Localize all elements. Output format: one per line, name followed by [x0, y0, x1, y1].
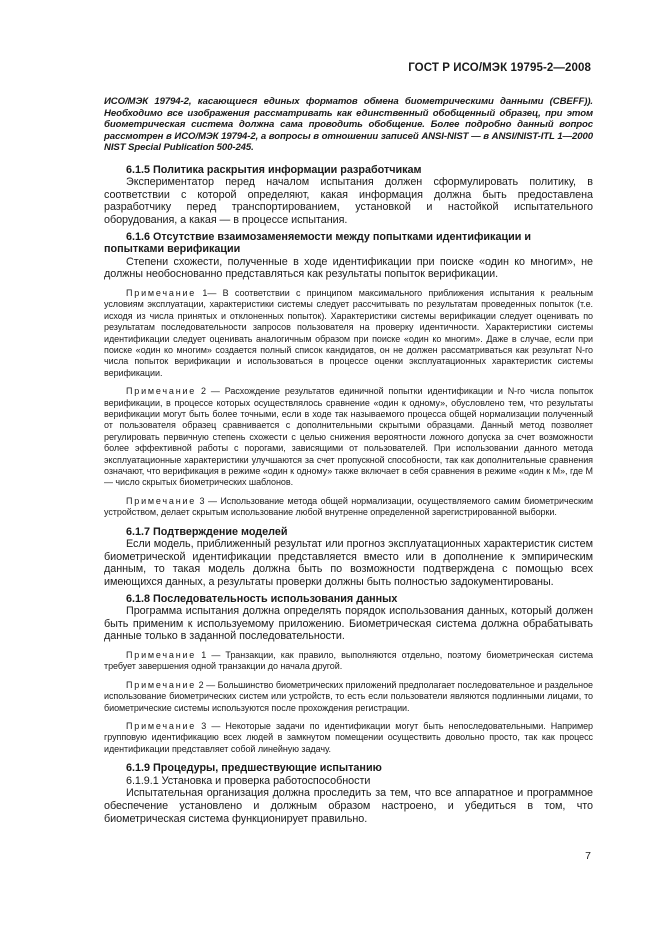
section-6-1-6-title: 6.1.6 Отсутствие взаимозаменяемости между попытками идентификации и попытками верификации: [104, 230, 532, 256]
note-label: Примечание: [126, 386, 197, 397]
page-number: 7: [585, 850, 591, 862]
intro-paragraph: ИСО/МЭК 19794-2, касающиеся единых форматов обмена биометрическими данными (CBEFF)). Необходимо все изображения рассматривать как единственный обобщенный образец, при этом биометрическая система должна сама проводить обобщение. Более подробно данный вопрос рассмотрен в ИСО/МЭК 19794-2, а вопросы в отношении записей ANSI-NIST — в ANSI/NIST-ITL 1—2000 NIST Special Publication 500-245.: [104, 96, 593, 154]
section-6-1-5-paragraph: Экспериментатор перед началом испытания должен сформулировать политику, в соответствии с которой определяют, какая информация должна быть предоставлена разработчику перед транспортированием, установкой и настойкой испытательного оборудования, а какая — в процессе испытания.: [104, 176, 593, 226]
note-label: Примечание: [126, 495, 197, 506]
section-6-1-7-paragraph: Если модель, приближенный результат или прогноз эксплуатационных характеристик систем биометрической идентификации представляется вместо или в дополнение к эмпирическим данным, то такая модель должна быть по возможности подтверждена с помощью всех имеющихся данных, а результаты проверки должны быть полностью задокументированы.: [104, 538, 593, 588]
note-6-1-6-2: [104, 386, 593, 489]
section-6-1-9-title: 6.1.9 Процедуры, предшествующие испытанию: [126, 762, 382, 775]
section-6-1-8-title: 6.1.8 Последовательность использования данных: [126, 592, 398, 605]
note-text: 3 — Использование метода общей нормализации, осуществляемого самим биометрическим устройством, делает скрытым использование любой внутренне определенной зарегистрированной выборки.: [104, 495, 593, 518]
note-6-1-8-3: [104, 721, 593, 755]
note-text: 2 — Большинство биометрических приложений предполагает последовательное и раздельное использование биометрических систем или устройств, то есть если пользователи являются подлинными лицами, то биометрические системы используются после прохождения регистрации.: [104, 679, 593, 713]
note-6-1-8-1: [104, 650, 593, 673]
note-label: Примечание: [126, 649, 197, 660]
note-text: 2 — Расхождение результатов единичной попытки идентификации и N-го числа попыток верификации, в процессе которых осуществлялось сравнение «один к одному», обусловлено тем, что результаты верификации могут быть более точными, если в ходе так называемого процесса общей нормализации полученный от пользователя образец сравнивается с дополнительными скрытыми образцами. Данный метод позволяет регулировать первичную степень схожести с целью снижения вероятности ложного допуска за счет возможности более эффективной работы с порогами, зависящими от пользователей. При использовании данного метода эксплуатационные характеристики улучшаются за счет пропускной способности, так как дополнительные сравнения означают, что верификация в режиме «один к одному» также включает в себя сравнения в режиме «один к М», где М — число скрытых биометрических шаблонов.: [104, 386, 593, 488]
section-6-1-9-1-subtitle: 6.1.9.1 Установка и проверка работоспособности: [126, 774, 371, 787]
note-6-1-6-3: [104, 496, 593, 519]
note-6-1-6-1: [104, 288, 593, 379]
note-text: 1 — Транзакции, как правило, выполняются отдельно, поэтому биометрическая система требует завершения одной транзакции до начала другой.: [104, 649, 593, 672]
note-6-1-8-2: [104, 680, 593, 714]
note-label: Примечание: [126, 721, 197, 731]
section-6-1-7-title: 6.1.7 Подтверждение моделей: [126, 525, 288, 538]
note-label: Примечание: [126, 679, 197, 690]
note-text: 3 — Некоторые задачи по идентификации могут быть непоследовательными. Например групповую идентификацию всех людей в замкнутом помещении осуществить довольно просто, так как процесс идентификации представляет собой линейную задачу.: [104, 721, 593, 754]
document-header-id: ГОСТ Р ИСО/МЭК 19795-2—2008: [408, 62, 591, 74]
section-6-1-8-paragraph: Программа испытания должна определять порядок использования данных, который должен быть применим к используемому приложению. Биометрическая система должна обрабатывать данные только в заданной последовательности.: [104, 605, 593, 643]
section-6-1-6-paragraph: Степени схожести, полученные в ходе идентификации при поиске «один ко многим», не должны необоснованно представляться как результаты попыток верификации.: [104, 255, 593, 281]
section-6-1-9-paragraph: Испытательная организация должна проследить за тем, что все аппаратное и программное обеспечение установлено и должным образом настроено, и убедиться в том, что биометрическая система функционирует правильно.: [104, 787, 593, 825]
note-label: Примечание: [126, 287, 197, 298]
note-text: 1— В соответствии с принципом максимального приближения испытания к реальным условиям эксплуатации, характеристики системы следует рассчитывать по результатам проведенных попыток (т.е. исходя из числа принятых и отклоненных попыток). Характеристики системы верификации следует оценивать по результатам последовательности запросов пользователя на проверку идентичности. Характеристики системы идентификации следует оценивать аналогичным образом при поиске «один ко многим». Даже в случае, если при поиске «один ко многим» создается полный список кандидатов, он не должен рассматриваться как результат N-го числа попыток верификации и использоваться в процессе оценки эксплуатационных характеристик системы верификации.: [104, 287, 593, 378]
section-6-1-5-title: 6.1.5 Политика раскрытия информации разработчикам: [126, 163, 422, 176]
